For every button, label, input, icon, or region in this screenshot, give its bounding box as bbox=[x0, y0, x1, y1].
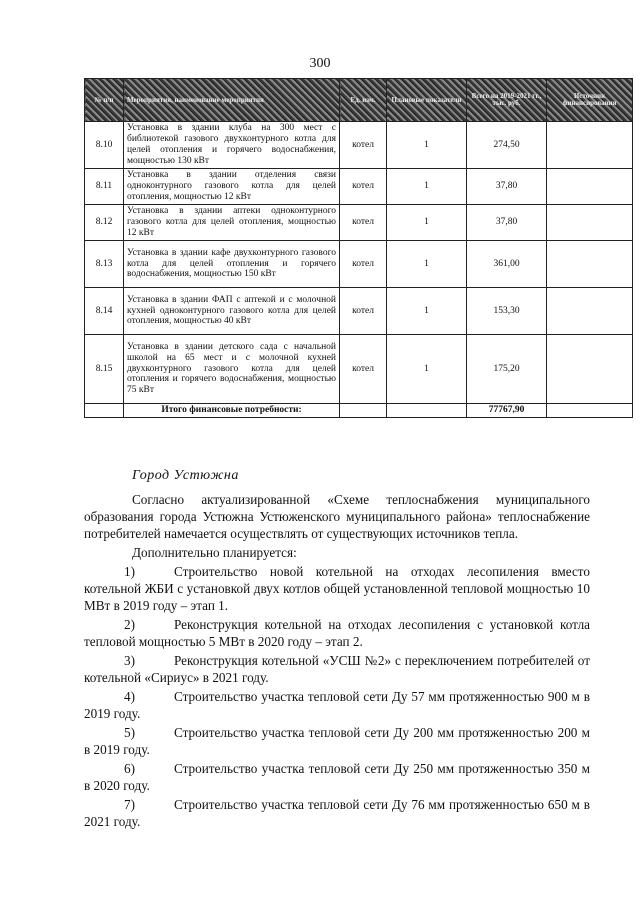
row-number: 8.10 bbox=[85, 122, 124, 169]
row-quantity: 1 bbox=[387, 122, 467, 169]
header-cell-source: Источник финансирования bbox=[547, 79, 633, 122]
header-cell-cost: Всего на 2019-2021 гг., тыс. руб. bbox=[467, 79, 547, 122]
table-row bbox=[85, 122, 633, 169]
row-quantity: 1 bbox=[387, 169, 467, 205]
table-row bbox=[85, 169, 633, 205]
list-item bbox=[84, 724, 590, 758]
row-cost: 175,20 bbox=[467, 335, 547, 404]
list-item-text: Строительство участка тепловой сети Ду 76 мм протяженностью 650 м в 2021 году. bbox=[84, 797, 590, 829]
header-cell-name: Мероприятия, наименование мероприятия bbox=[124, 79, 340, 122]
row-name: Установка в здании отделения связи одноконтурного газового котла для целей отопления, мощностью 12 кВт bbox=[124, 169, 340, 205]
row-number: 8.15 bbox=[85, 335, 124, 404]
row-unit: котел bbox=[340, 241, 387, 288]
row-quantity: 1 bbox=[387, 205, 467, 241]
row-cost: 153,30 bbox=[467, 288, 547, 335]
row-quantity: 1 bbox=[387, 288, 467, 335]
row-number: 8.13 bbox=[85, 241, 124, 288]
lead-paragraph: Дополнительно планируется: bbox=[132, 545, 297, 560]
total-empty-cell bbox=[387, 404, 467, 418]
list-item-number: 6) bbox=[124, 761, 135, 776]
total-empty-cell bbox=[340, 404, 387, 418]
row-cost: 361,00 bbox=[467, 241, 547, 288]
row-cost: 274,50 bbox=[467, 122, 547, 169]
list-item-text: Строительство участка тепловой сети Ду 200 мм протяженностью 200 м в 2019 году. bbox=[84, 725, 590, 757]
list-item bbox=[84, 760, 590, 794]
intro-paragraph: Согласно актуализированной «Схеме теплоснабжения муниципального образования города Устюжна Устюженского муниципального района» теплоснабжение потребителей намечается осуществлять от существующих источников тепла. bbox=[84, 492, 590, 541]
section-title: Город Устюжна bbox=[132, 468, 239, 483]
total-empty-cell bbox=[85, 404, 124, 418]
financial-needs-table bbox=[84, 78, 633, 418]
table-row bbox=[85, 288, 633, 335]
row-name: Установка в здании детского сада с начальной школой на 65 мест и с молочной кухней двухконтурного газового котла для целей отопления и горячего водоснабжения, мощностью 75 кВт bbox=[124, 335, 340, 404]
list-item bbox=[84, 563, 590, 614]
row-name: Установка в здании аптеки одноконтурного газового котла для целей отопления, мощностью 12 кВт bbox=[124, 205, 340, 241]
row-quantity: 1 bbox=[387, 335, 467, 404]
list-item-text: Реконструкция котельной «УСШ №2» с переключением потребителей от котельной «Сириус» в 2021 году. bbox=[84, 653, 590, 685]
row-source bbox=[547, 335, 633, 404]
list-item bbox=[84, 796, 590, 830]
list-item bbox=[84, 616, 590, 650]
total-value: 77767,90 bbox=[467, 404, 547, 418]
row-name: Установка в здании кафе двухконтурного газового котла для целей отопления и горячего водоснабжения, мощностью 150 кВт bbox=[124, 241, 340, 288]
row-unit: котел bbox=[340, 122, 387, 169]
body-text bbox=[84, 491, 590, 830]
total-label: Итого финансовые потребности: bbox=[124, 404, 340, 418]
header-cell-unit: Ед. изм. bbox=[340, 79, 387, 122]
row-source bbox=[547, 205, 633, 241]
row-source bbox=[547, 288, 633, 335]
row-unit: котел bbox=[340, 169, 387, 205]
row-unit: котел bbox=[340, 205, 387, 241]
row-number: 8.14 bbox=[85, 288, 124, 335]
list-item-number: 7) bbox=[124, 797, 135, 812]
row-quantity: 1 bbox=[387, 241, 467, 288]
list-item-number: 5) bbox=[124, 725, 135, 740]
list-item bbox=[84, 688, 590, 722]
row-source bbox=[547, 122, 633, 169]
row-unit: котел bbox=[340, 288, 387, 335]
table-header bbox=[85, 79, 633, 122]
header-cell-quantity: Плановые показатели bbox=[387, 79, 467, 122]
table-row bbox=[85, 241, 633, 288]
row-unit: котел bbox=[340, 335, 387, 404]
total-empty-cell bbox=[547, 404, 633, 418]
row-name: Установка в здании ФАП с аптекой и с молочной кухней одноконтурного газового котла для целей отопления, мощностью 40 кВт bbox=[124, 288, 340, 335]
table-row bbox=[85, 335, 633, 404]
row-cost: 37,80 bbox=[467, 169, 547, 205]
list-item-number: 2) bbox=[124, 617, 135, 632]
total-row bbox=[85, 404, 633, 418]
list-item-number: 1) bbox=[124, 564, 135, 579]
list-item-number: 4) bbox=[124, 689, 135, 704]
row-source bbox=[547, 169, 633, 205]
list-item-text: Строительство участка тепловой сети Ду 57 мм протяженностью 900 м в 2019 году. bbox=[84, 689, 590, 721]
row-cost: 37,80 bbox=[467, 205, 547, 241]
list-item-text: Реконструкция котельной на отходах лесопиления с установкой котла тепловой мощностью 5 МВт в 2020 году – этап 2. bbox=[84, 617, 590, 649]
list-item-text: Строительство участка тепловой сети Ду 250 мм протяженностью 350 м в 2020 году. bbox=[84, 761, 590, 793]
header-cell-number: № п/п bbox=[85, 79, 124, 122]
table-row bbox=[85, 205, 633, 241]
list-item bbox=[84, 652, 590, 686]
row-number: 8.12 bbox=[85, 205, 124, 241]
row-number: 8.11 bbox=[85, 169, 124, 205]
page-number: 300 bbox=[309, 56, 331, 71]
row-source bbox=[547, 241, 633, 288]
row-name: Установка в здании клуба на 300 мест с библиотекой газового двухконтурного котла для целей отопления и горячего водоснабжения, мощностью 130 кВт bbox=[124, 122, 340, 169]
list-item-number: 3) bbox=[124, 653, 135, 668]
list-item-text: Строительство новой котельной на отходах лесопиления вместо котельной ЖБИ с установкой двух котлов общей установленной тепловой мощностью 10 МВт в 2019 году – этап 1. bbox=[84, 564, 590, 613]
